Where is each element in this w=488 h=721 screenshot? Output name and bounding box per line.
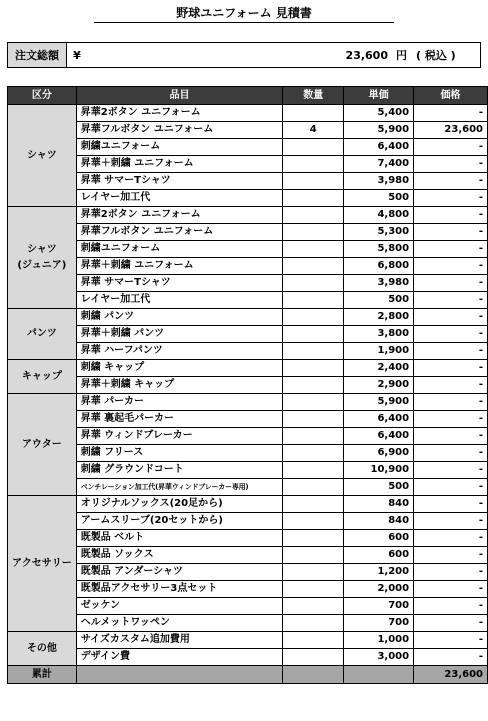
item-quantity bbox=[283, 343, 344, 360]
item-price: 23,600 bbox=[414, 122, 488, 139]
table-header-row bbox=[8, 87, 488, 105]
table-row bbox=[8, 292, 488, 309]
item-quantity bbox=[283, 615, 344, 632]
item-quantity bbox=[283, 156, 344, 173]
table-row bbox=[8, 122, 488, 139]
table-row bbox=[8, 156, 488, 173]
item-unit-price: 5,300 bbox=[344, 224, 414, 241]
item-quantity bbox=[283, 428, 344, 445]
item-name: 昇華 裏起毛パーカー bbox=[76, 411, 283, 428]
item-unit-price: 6,800 bbox=[344, 258, 414, 275]
item-name: 昇華 ハーフパンツ bbox=[76, 343, 283, 360]
item-price: - bbox=[414, 309, 488, 326]
header-category: 区分 bbox=[8, 87, 77, 105]
item-name: ゼッケン bbox=[76, 598, 283, 615]
item-name: ベンチレーション加工代(昇華ウィンドブレーカー専用) bbox=[76, 479, 283, 496]
item-quantity bbox=[283, 462, 344, 479]
item-unit-price: 7,400 bbox=[344, 156, 414, 173]
item-quantity bbox=[283, 479, 344, 496]
item-price: - bbox=[414, 649, 488, 666]
table-row bbox=[8, 496, 488, 513]
item-quantity bbox=[283, 139, 344, 156]
table-row bbox=[8, 241, 488, 258]
order-total-amount: 23,600 bbox=[345, 48, 388, 62]
item-quantity bbox=[283, 496, 344, 513]
category-label: アクセサリー bbox=[12, 557, 72, 569]
item-price: - bbox=[414, 632, 488, 649]
item-quantity bbox=[283, 513, 344, 530]
item-unit-price: 600 bbox=[344, 530, 414, 547]
item-quantity bbox=[283, 309, 344, 326]
table-row bbox=[8, 360, 488, 377]
item-name: 昇華フルボタン ユニフォーム bbox=[76, 122, 283, 139]
item-unit-price: 1,200 bbox=[344, 564, 414, 581]
item-quantity bbox=[283, 190, 344, 207]
item-unit-price: 2,400 bbox=[344, 360, 414, 377]
item-price: - bbox=[414, 394, 488, 411]
item-unit-price: 3,980 bbox=[344, 275, 414, 292]
item-unit-price: 1,000 bbox=[344, 632, 414, 649]
category-label: その他 bbox=[26, 642, 57, 654]
item-name: レイヤー加工代 bbox=[76, 190, 283, 207]
tax-included-note: ( 税込 ) bbox=[416, 49, 456, 62]
item-unit-price: 500 bbox=[344, 292, 414, 309]
item-quantity bbox=[283, 598, 344, 615]
table-row bbox=[8, 462, 488, 479]
item-price: - bbox=[414, 462, 488, 479]
item-unit-price: 700 bbox=[344, 598, 414, 615]
item-name: アームスリーブ(20セットから) bbox=[76, 513, 283, 530]
category-cell bbox=[8, 632, 77, 666]
item-name: 昇華2ボタン ユニフォーム bbox=[76, 105, 283, 122]
item-quantity bbox=[283, 326, 344, 343]
item-price: - bbox=[414, 360, 488, 377]
item-price: - bbox=[414, 598, 488, 615]
item-quantity bbox=[283, 241, 344, 258]
table-row bbox=[8, 581, 488, 598]
item-price: - bbox=[414, 207, 488, 224]
item-unit-price: 840 bbox=[344, 496, 414, 513]
table-row bbox=[8, 547, 488, 564]
item-unit-price: 3,000 bbox=[344, 649, 414, 666]
item-unit-price: 700 bbox=[344, 615, 414, 632]
table-row bbox=[8, 428, 488, 445]
item-quantity bbox=[283, 377, 344, 394]
sum-blank bbox=[283, 666, 344, 684]
item-price: - bbox=[414, 377, 488, 394]
item-price: - bbox=[414, 139, 488, 156]
item-unit-price: 3,980 bbox=[344, 173, 414, 190]
item-price: - bbox=[414, 173, 488, 190]
item-name: デザイン費 bbox=[76, 649, 283, 666]
item-name: 刺繍ユニフォーム bbox=[76, 241, 283, 258]
item-unit-price: 4,800 bbox=[344, 207, 414, 224]
item-quantity bbox=[283, 292, 344, 309]
item-unit-price: 500 bbox=[344, 190, 414, 207]
item-unit-price: 5,800 bbox=[344, 241, 414, 258]
item-unit-price: 500 bbox=[344, 479, 414, 496]
item-quantity bbox=[283, 105, 344, 122]
item-price: - bbox=[414, 224, 488, 241]
item-name: 刺繍ユニフォーム bbox=[76, 139, 283, 156]
item-quantity bbox=[283, 564, 344, 581]
item-price: - bbox=[414, 275, 488, 292]
item-price: - bbox=[414, 190, 488, 207]
item-unit-price: 5,900 bbox=[344, 394, 414, 411]
item-name: 刺繍 キャップ bbox=[76, 360, 283, 377]
item-quantity bbox=[283, 581, 344, 598]
category-cell bbox=[8, 496, 77, 632]
item-quantity bbox=[283, 360, 344, 377]
currency-unit: 円 bbox=[396, 49, 407, 62]
item-price: - bbox=[414, 258, 488, 275]
item-price: - bbox=[414, 615, 488, 632]
table-row bbox=[8, 207, 488, 224]
item-unit-price: 10,900 bbox=[344, 462, 414, 479]
item-unit-price: 2,000 bbox=[344, 581, 414, 598]
category-cell bbox=[8, 105, 77, 207]
item-price: - bbox=[414, 547, 488, 564]
table-row bbox=[8, 530, 488, 547]
table-row bbox=[8, 411, 488, 428]
item-price: - bbox=[414, 105, 488, 122]
item-quantity: 4 bbox=[283, 122, 344, 139]
item-price: - bbox=[414, 241, 488, 258]
item-name: 昇華 ウィンドブレーカー bbox=[76, 428, 283, 445]
item-price: - bbox=[414, 496, 488, 513]
page-title: 野球ユニフォーム 見積書 bbox=[176, 6, 312, 20]
item-name: 刺繍 パンツ bbox=[76, 309, 283, 326]
table-row bbox=[8, 394, 488, 411]
item-quantity bbox=[283, 207, 344, 224]
item-quantity bbox=[283, 394, 344, 411]
header-quantity: 数量 bbox=[283, 87, 344, 105]
item-unit-price: 1,900 bbox=[344, 343, 414, 360]
item-name: 昇華 パーカー bbox=[76, 394, 283, 411]
sum-label: 累計 bbox=[8, 666, 77, 684]
item-name: 既製品 ベルト bbox=[76, 530, 283, 547]
category-label: (ジュニア) bbox=[17, 259, 67, 271]
header-price: 価格 bbox=[414, 87, 488, 105]
item-name: オリジナルソックス(20足から) bbox=[76, 496, 283, 513]
item-name: 昇華2ボタン ユニフォーム bbox=[76, 207, 283, 224]
table-row bbox=[8, 105, 488, 122]
item-unit-price: 6,400 bbox=[344, 428, 414, 445]
item-name: 既製品 ソックス bbox=[76, 547, 283, 564]
table-row bbox=[8, 615, 488, 632]
category-label: シャツ bbox=[26, 149, 57, 161]
currency-symbol: ¥ bbox=[73, 48, 81, 62]
item-price: - bbox=[414, 445, 488, 462]
header-item: 品目 bbox=[76, 87, 283, 105]
item-name: 既製品アクセサリー3点セット bbox=[76, 581, 283, 598]
table-body bbox=[8, 105, 488, 666]
item-unit-price: 840 bbox=[344, 513, 414, 530]
item-quantity bbox=[283, 632, 344, 649]
item-price: - bbox=[414, 564, 488, 581]
item-price: - bbox=[414, 411, 488, 428]
sum-row bbox=[8, 666, 488, 684]
item-name: 刺繍 フリース bbox=[76, 445, 283, 462]
item-quantity bbox=[283, 411, 344, 428]
item-quantity bbox=[283, 275, 344, 292]
item-unit-price: 5,400 bbox=[344, 105, 414, 122]
item-quantity bbox=[283, 530, 344, 547]
category-cell bbox=[8, 309, 77, 360]
table-row bbox=[8, 513, 488, 530]
category-cell bbox=[8, 207, 77, 309]
item-unit-price: 600 bbox=[344, 547, 414, 564]
table-row bbox=[8, 649, 488, 666]
sum-total: 23,600 bbox=[414, 666, 488, 684]
item-unit-price: 6,400 bbox=[344, 411, 414, 428]
table-row bbox=[8, 275, 488, 292]
table-row bbox=[8, 343, 488, 360]
item-price: - bbox=[414, 513, 488, 530]
item-name: 昇華＋刺繍 ユニフォーム bbox=[76, 156, 283, 173]
item-unit-price: 6,400 bbox=[344, 139, 414, 156]
item-name: 既製品 アンダーシャツ bbox=[76, 564, 283, 581]
item-name: 昇華＋刺繍 パンツ bbox=[76, 326, 283, 343]
table-row bbox=[8, 326, 488, 343]
item-name: 昇華 サマーTシャツ bbox=[76, 275, 283, 292]
item-quantity bbox=[283, 258, 344, 275]
table-row bbox=[8, 377, 488, 394]
table-row bbox=[8, 139, 488, 156]
table-row bbox=[8, 173, 488, 190]
category-cell bbox=[8, 360, 77, 394]
item-price: - bbox=[414, 326, 488, 343]
table-row bbox=[8, 479, 488, 496]
table-row bbox=[8, 445, 488, 462]
item-price: - bbox=[414, 428, 488, 445]
category-cell bbox=[8, 394, 77, 496]
table-row bbox=[8, 190, 488, 207]
table-row bbox=[8, 598, 488, 615]
item-quantity bbox=[283, 224, 344, 241]
item-name: 刺繍 グラウンドコート bbox=[76, 462, 283, 479]
category-label: キャップ bbox=[21, 370, 62, 382]
item-unit-price: 2,900 bbox=[344, 377, 414, 394]
item-name: 昇華＋刺繍 ユニフォーム bbox=[76, 258, 283, 275]
item-quantity bbox=[283, 547, 344, 564]
table-row bbox=[8, 309, 488, 326]
category-label: アウター bbox=[21, 438, 62, 450]
sum-blank bbox=[344, 666, 414, 684]
item-name: サイズカスタム追加費用 bbox=[76, 632, 283, 649]
item-price: - bbox=[414, 530, 488, 547]
header-unit-price: 単価 bbox=[344, 87, 414, 105]
item-unit-price: 2,800 bbox=[344, 309, 414, 326]
table-row bbox=[8, 632, 488, 649]
category-label: パンツ bbox=[26, 328, 57, 339]
item-unit-price: 6,900 bbox=[344, 445, 414, 462]
item-unit-price: 5,900 bbox=[344, 122, 414, 139]
order-total-label: 注文総額 bbox=[8, 43, 67, 67]
item-price: - bbox=[414, 343, 488, 360]
item-price: - bbox=[414, 479, 488, 496]
item-price: - bbox=[414, 581, 488, 598]
table-row bbox=[8, 224, 488, 241]
item-price: - bbox=[414, 156, 488, 173]
estimate-table bbox=[7, 86, 488, 684]
item-price: - bbox=[414, 292, 488, 309]
table-row bbox=[8, 258, 488, 275]
item-quantity bbox=[283, 445, 344, 462]
item-name: 昇華フルボタン ユニフォーム bbox=[76, 224, 283, 241]
item-name: レイヤー加工代 bbox=[76, 292, 283, 309]
item-quantity bbox=[283, 649, 344, 666]
item-quantity bbox=[283, 173, 344, 190]
item-unit-price: 3,800 bbox=[344, 326, 414, 343]
table-row bbox=[8, 564, 488, 581]
sum-blank bbox=[76, 666, 283, 684]
order-total-box bbox=[7, 42, 481, 68]
category-label: シャツ bbox=[26, 243, 57, 255]
title-underline bbox=[94, 22, 394, 23]
item-name: ヘルメットワッペン bbox=[76, 615, 283, 632]
item-name: 昇華＋刺繍 キャップ bbox=[76, 377, 283, 394]
item-name: 昇華 サマーTシャツ bbox=[76, 173, 283, 190]
